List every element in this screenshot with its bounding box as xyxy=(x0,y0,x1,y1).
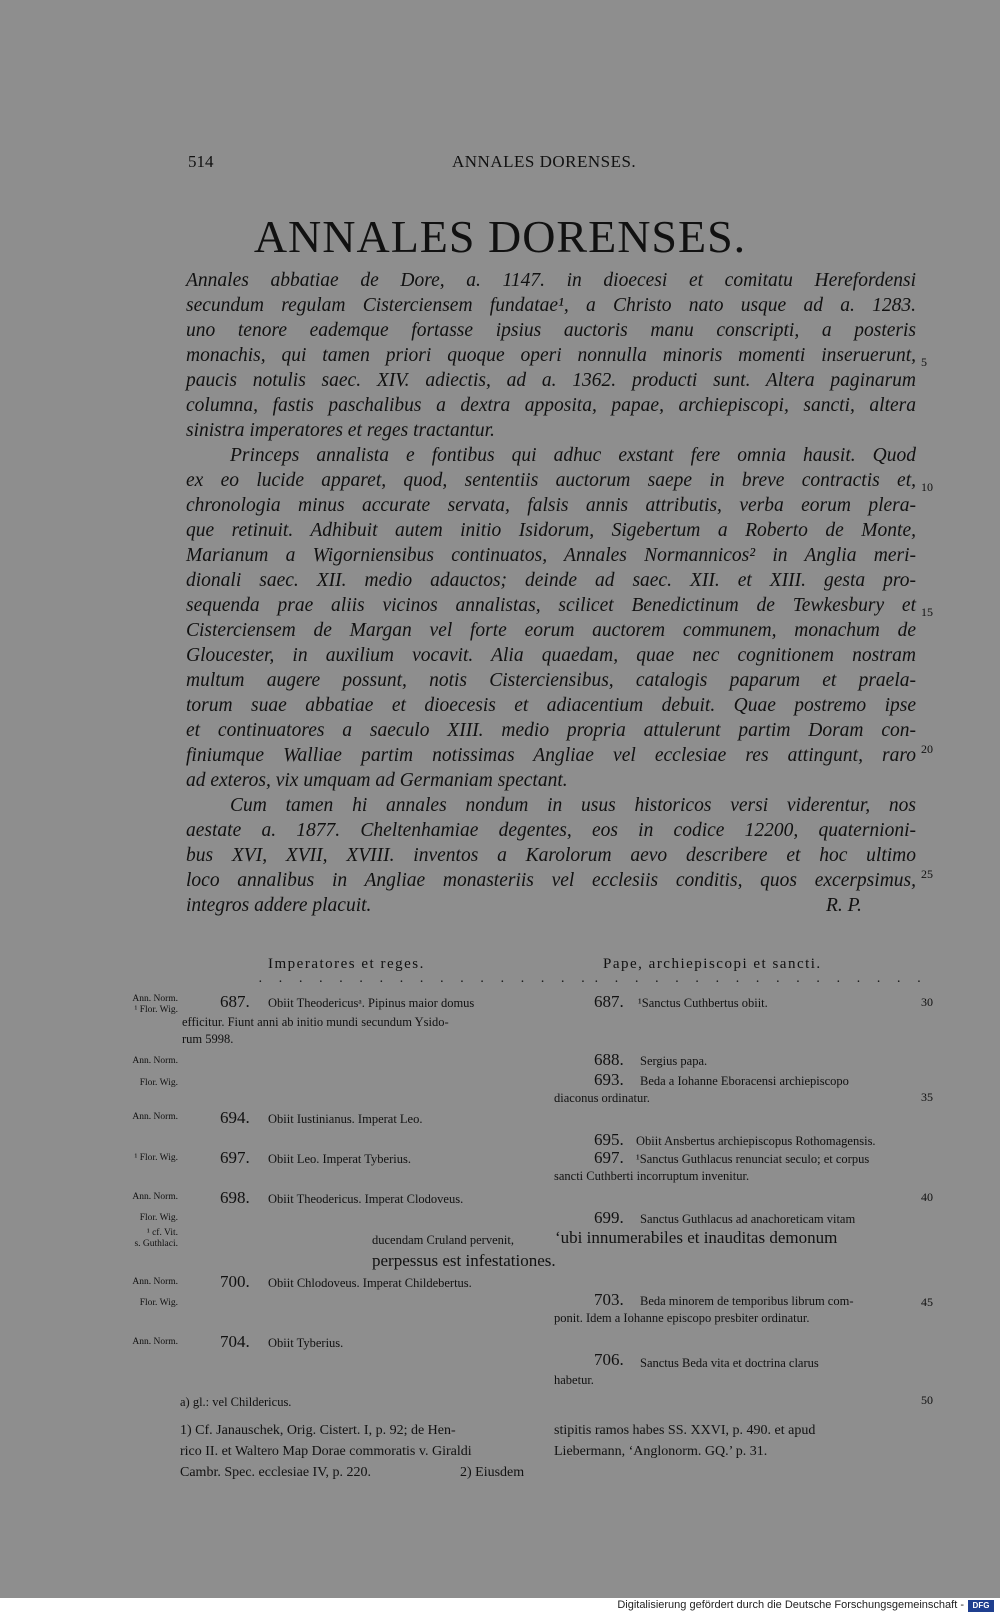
footnote-line: rico II. et Waltero Map Dorae commoratis v. Giraldi xyxy=(180,1444,472,1459)
intro-line: dionali saec. XII. medio adauctos; deinde ad saec. XII. et XIII. gesta pro- xyxy=(186,570,916,591)
intro-line: Marianum a Wigorniensibus continuatos, Annales Normannicos² in Anglia meri- xyxy=(186,545,916,566)
entry-year: 688. xyxy=(594,1050,624,1069)
entry-year: 699. xyxy=(594,1208,624,1227)
source-note: ¹ cf. Vit. xyxy=(146,1228,178,1238)
intro-line: Princeps annalista e fontibus qui adhuc exstant fere omnia hausit. Quod xyxy=(230,445,916,466)
entry-text: Obiit Tyberius. xyxy=(268,1336,344,1350)
intro-line: et continuatores a saeculo XIII. medio propria attulerunt partim Doram con- xyxy=(186,720,916,741)
line-number: 25 xyxy=(921,867,933,881)
intro-line: bus XVI, XVII, XVIII. inventos a Karolorum aevo describere et hoc ultimo xyxy=(186,845,916,866)
intro-line: sinistra imperatores et reges tractantur. xyxy=(186,420,495,441)
right-column-heading: Pape, archiepiscopi et sancti. xyxy=(603,956,822,972)
textual-note: a) gl.: vel Childericus. xyxy=(180,1395,292,1409)
entry-continuation: rum 5998. xyxy=(182,1032,234,1046)
source-note: Ann. Norm. xyxy=(132,1056,178,1066)
intro-line: paucis notulis saec. XIV. adiectis, ad a. 1362. producti sunt. Altera paginarum xyxy=(186,370,916,391)
entry-continuation: habetur. xyxy=(554,1373,594,1387)
source-note: s. Guthlaci. xyxy=(134,1239,178,1249)
entry-year: 698. xyxy=(220,1188,250,1207)
entry-year: 704. xyxy=(220,1332,250,1351)
entry-year: 687. xyxy=(594,992,624,1011)
entry-year: 695. xyxy=(594,1130,624,1149)
entry-text: Beda a Iohanne Eboracensi archiepiscopo xyxy=(640,1074,849,1088)
entry-text: Sanctus Beda vita et doctrina clarus xyxy=(640,1356,819,1370)
entry-year: 700. xyxy=(220,1272,250,1291)
intro-line: multum augere possunt, notis Cisterciensibus, catalogis paparum et praela- xyxy=(186,670,916,691)
entry-text: Sanctus Guthlacus ad anachoreticam vitam xyxy=(640,1212,856,1226)
main-title: ANNALES DORENSES. xyxy=(253,211,747,262)
source-note: Flor. Wig. xyxy=(139,1298,178,1308)
quoted-passage: ‘ubi innumerabiles et inauditas demonum xyxy=(555,1228,838,1247)
source-note: Ann. Norm. xyxy=(132,994,178,1004)
running-title: ANNALES DORENSES. xyxy=(452,152,637,171)
entry-text: Obiit Iustinianus. Imperat Leo. xyxy=(268,1112,423,1126)
intro-line: torum suae abbatiae et dioecesis et adiacentium debuit. Quae postremo ipse xyxy=(186,695,916,716)
footnote-line: Cambr. Spec. ecclesiae IV, p. 220. xyxy=(180,1465,372,1480)
intro-line: Cum tamen hi annales nondum in usus historicos versi viderentur, nos xyxy=(230,795,916,816)
source-note: Flor. Wig. xyxy=(139,1213,178,1223)
dfg-logo: DFG xyxy=(968,1600,994,1612)
source-note: Ann. Norm. xyxy=(132,1112,178,1122)
line-number: 5 xyxy=(921,355,927,369)
entry-text: Sergius papa. xyxy=(640,1054,708,1068)
intro-line: integros addere placuit. xyxy=(186,895,372,916)
entry-year: 697. xyxy=(220,1148,250,1167)
line-number: 50 xyxy=(921,1393,933,1407)
entry-continuation: diaconus ordinatur. xyxy=(554,1091,650,1105)
intro-line: sequenda prae aliis vicinos annalistas, scilicet Benedictinum de Tewkesbury et xyxy=(186,595,916,616)
entry-continuation: efficitur. Fiunt anni ab initio mundi secundum Ysido- xyxy=(182,1015,449,1029)
footnote-line: Liebermann, ‘Anglonorm. GQ.’ p. 31. xyxy=(554,1444,768,1459)
source-note: Ann. Norm. xyxy=(132,1192,178,1202)
dot-leader-left: · · · · · · · · · · · · · · · · · xyxy=(258,975,592,990)
intro-line: columna, fastis paschalibus a dextra apposita, papae, archiepiscopi, sancti, altera xyxy=(186,395,916,416)
entry-text: Obiit Theodericus. Imperat Clodoveus. xyxy=(268,1192,464,1206)
entry-text: Beda minorem de temporibus librum com- xyxy=(640,1294,854,1308)
digitization-credit: Digitalisierung gefördert durch die Deutsche Forschungsgemeinschaft - xyxy=(617,1599,964,1611)
intro-line: secundum regulam Cisterciensem fundatae¹, a Christo nato usque ad a. 1283. xyxy=(186,295,916,316)
source-note: ¹ Flor. Wig. xyxy=(134,1005,178,1015)
intro-line: chronologia minus accurate servata, falsis annis attributis, verba eorum plera- xyxy=(186,495,916,516)
line-number: 40 xyxy=(921,1190,933,1204)
dot-leader-right: · · · · · · · · · · · · · · · · · xyxy=(594,975,928,990)
entry-text: Obiit Chlodoveus. Imperat Childebertus. xyxy=(268,1276,472,1290)
source-note: ¹ Flor. Wig. xyxy=(134,1153,178,1163)
line-number: 35 xyxy=(921,1090,933,1104)
line-number: 10 xyxy=(921,480,933,494)
footnote-line: 2) Eiusdem xyxy=(460,1465,525,1480)
entry-text: Obiit Ansbertus archiepiscopus Rothomagensis. xyxy=(636,1134,876,1148)
line-number: 20 xyxy=(921,742,933,756)
intro-line: monachis, qui tamen priori quoque operi nonnulla minoris momenti inseruerunt, xyxy=(186,345,916,366)
line-number: 30 xyxy=(921,995,933,1009)
entry-text: Obiit Leo. Imperat Tyberius. xyxy=(268,1152,411,1166)
left-column-heading: Imperatores et reges. xyxy=(268,956,425,972)
intro-line: loco annalibus in Angliae monasteriis vel ecclesiis conditis, quos excerpsimus, xyxy=(186,870,916,891)
entry-year: 697. xyxy=(594,1148,624,1167)
entry-year: 706. xyxy=(594,1350,624,1369)
entry-text: ¹Sanctus Guthlacus renunciat seculo; et corpus xyxy=(636,1152,870,1166)
intro-line: Annales abbatiae de Dore, a. 1147. in dioecesi et comitatu Herefordensi xyxy=(186,270,916,291)
source-note: Flor. Wig. xyxy=(139,1078,178,1088)
source-note: Ann. Norm. xyxy=(132,1337,178,1347)
intro-line: que retinuit. Adhibuit autem initio Isidorum, Sigebertum a Roberto de Monte, xyxy=(186,520,916,541)
entry-year: 703. xyxy=(594,1290,624,1309)
entry-text: Obiit Theodericusᵃ. Pipinus maior domus xyxy=(268,996,475,1010)
intro-line: uno tenore eademque fortasse ipsius auctoris manu conscripti, a posteris xyxy=(186,320,916,341)
entry-text: ¹Sanctus Cuthbertus obiit. xyxy=(638,996,768,1010)
intro-line: Cisterciensem de Margan vel forte eorum auctorem communem, monachum de xyxy=(186,620,916,641)
line-number: 15 xyxy=(921,605,933,619)
entry-continuation: ponit. Idem a Iohanne episcopo presbiter ordinatur. xyxy=(554,1311,810,1325)
intro-line: aestate a. 1877. Cheltenhamiae degentes, eos in codice 12200, quaternioni- xyxy=(186,820,916,841)
entry-continuation: sancti Cuthberti incorruptum invenitur. xyxy=(554,1169,750,1183)
intro-line: ex eo lucide apparet, quod, sententiis auctorum saepe in breve contractis et, xyxy=(186,470,916,491)
editor-signature: R. P. xyxy=(826,895,862,916)
entry-year: 687. xyxy=(220,992,250,1011)
entry-continuation: ducendam Cruland pervenit, xyxy=(372,1233,514,1247)
entry-year: 693. xyxy=(594,1070,624,1089)
entry-year: 694. xyxy=(220,1108,250,1127)
page-number: 514 xyxy=(188,152,214,171)
intro-line: finiumque Walliae partim notissimas Angliae vel ecclesiae res attingunt, raro xyxy=(186,745,916,766)
line-number: 45 xyxy=(921,1295,933,1309)
footnote-line: stipitis ramos habes SS. XXVI, p. 490. et apud xyxy=(554,1423,816,1438)
source-note: Ann. Norm. xyxy=(132,1277,178,1287)
quoted-passage: perpessus est infestationes. xyxy=(372,1251,556,1270)
intro-line: Gloucester, in auxilium vocavit. Alia quaedam, quae nec cognitionem nostram xyxy=(186,645,916,666)
footnote-line: 1) Cf. Janauschek, Orig. Cistert. I, p. 92; de Hen- xyxy=(180,1423,456,1438)
intro-line: ad exteros, vix umquam ad Germaniam spectant. xyxy=(186,770,568,791)
